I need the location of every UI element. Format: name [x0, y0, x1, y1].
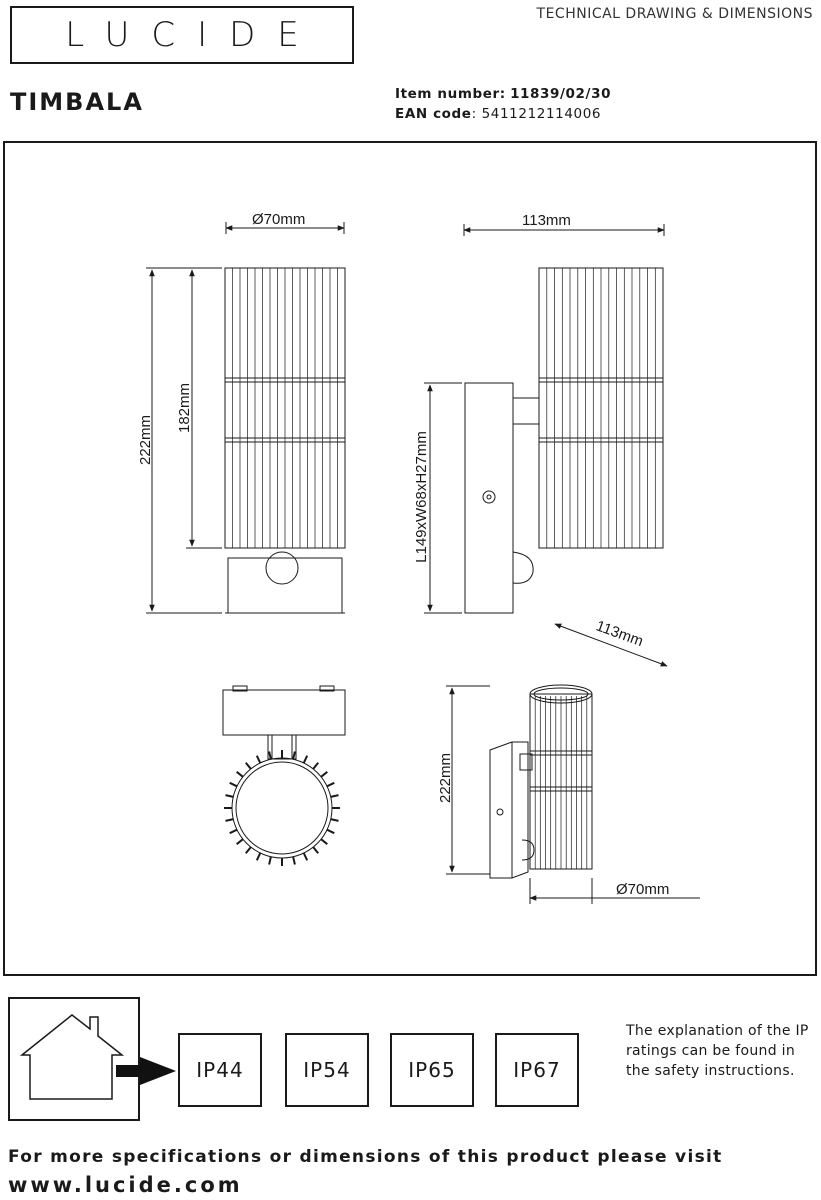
side-depth-label: 113mm: [522, 212, 571, 229]
perspective-diameter-label: Ø70mm: [616, 881, 670, 898]
ring-tooth: [237, 772, 243, 777]
ring-tooth: [304, 756, 308, 763]
ring-tooth: [257, 756, 261, 763]
ip-rating-box: IP54: [285, 1033, 369, 1107]
backplate-dimension-label: L149xW68xH27mm: [413, 431, 430, 563]
ring-tooth: [246, 763, 251, 769]
ring-tooth: [321, 772, 327, 777]
ip-note: The explanation of the IP ratings can be found in the safety instructions.: [626, 1023, 809, 1079]
house-icon: [10, 999, 180, 1119]
ring-tooth: [293, 752, 295, 760]
ring-tooth: [331, 819, 339, 821]
ring-tooth: [226, 795, 234, 797]
ring-tooth: [230, 783, 237, 787]
side-view: [424, 224, 664, 613]
ring-tooth: [321, 839, 327, 844]
ip-rating-box: IP44: [178, 1033, 262, 1107]
ring-tooth: [327, 830, 334, 834]
item-number-value: 11839/02/30: [510, 86, 612, 102]
perspective-depth-label: 113mm: [593, 617, 646, 651]
ring-tooth: [313, 763, 318, 769]
ring-tooth: [327, 783, 334, 787]
ring-tooth: [257, 853, 261, 860]
ring-tooth: [226, 819, 234, 821]
perspective-view: [446, 624, 700, 904]
ring-tooth: [313, 847, 318, 853]
ring-tooth: [269, 752, 271, 760]
item-number-label: Item number:: [395, 86, 506, 102]
ring-tooth: [237, 839, 243, 844]
perspective-height-label: 222mm: [437, 752, 454, 804]
footer-text: For more specifications or dimensions of this product please visit: [8, 1147, 723, 1167]
ring-tooth: [246, 847, 251, 853]
ring-tooth: [230, 830, 237, 834]
ean-label: EAN code: [395, 106, 472, 122]
ean-value: : 5411212114006: [471, 106, 602, 122]
arrow-icon: [116, 1057, 176, 1085]
front-diameter-label: Ø70mm: [252, 211, 306, 228]
logo-text: LUCIDE: [65, 15, 321, 55]
ring-tooth: [331, 795, 339, 797]
website-link[interactable]: www.lucide.com: [8, 1173, 243, 1197]
ip-rating-box: IP67: [495, 1033, 579, 1107]
document-type: TECHNICAL DRAWING & DIMENSIONS: [536, 6, 813, 22]
ring-tooth: [293, 857, 295, 865]
ring-tooth: [304, 853, 308, 860]
front-shade-height-label: 182mm: [176, 382, 193, 434]
ring-tooth: [269, 857, 271, 865]
product-name: TIMBALA: [10, 88, 144, 116]
ip-rating-box: IP65: [390, 1033, 474, 1107]
front-total-height-label: 222mm: [137, 414, 154, 466]
top-view: [223, 686, 345, 866]
